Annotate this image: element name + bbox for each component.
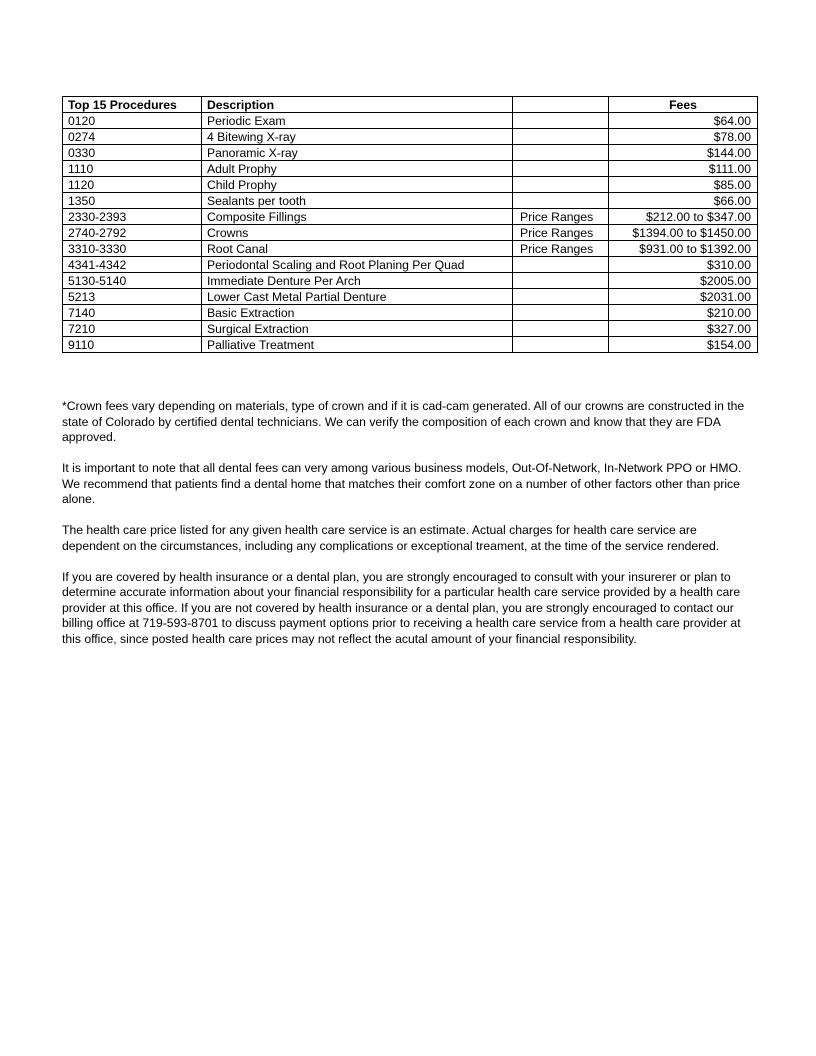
fee-cell: $66.00 — [609, 193, 758, 209]
price-range-cell — [513, 129, 609, 145]
procedure-code-cell: 9110 — [63, 337, 202, 353]
price-range-cell — [513, 193, 609, 209]
column-header-fees: Fees — [609, 97, 758, 113]
procedure-description-cell: Panoramic X-ray — [202, 145, 513, 161]
procedure-code-cell: 1110 — [63, 161, 202, 177]
fee-cell: $327.00 — [609, 321, 758, 337]
table-row — [63, 209, 758, 225]
table-row — [63, 177, 758, 193]
fee-cell: $310.00 — [609, 257, 758, 273]
table-header-row — [63, 97, 758, 113]
table-row — [63, 145, 758, 161]
procedure-description-cell: Surgical Extraction — [202, 321, 513, 337]
procedure-code-cell: 0120 — [63, 113, 202, 129]
table-body — [63, 113, 758, 353]
estimate-note: The health care price listed for any given health care service is an estimate. Actual charges for health care service are dependent on the circumstances, including any complications or exceptional treament, at the time of the service rendered. — [62, 523, 720, 553]
fee-cell: $111.00 — [609, 161, 758, 177]
procedure-description-cell: Child Prophy — [202, 177, 513, 193]
price-range-cell — [513, 337, 609, 353]
table-row — [63, 161, 758, 177]
column-header-range — [513, 97, 609, 113]
price-range-cell — [513, 321, 609, 337]
price-range-cell: Price Ranges — [513, 241, 609, 257]
price-range-cell: Price Ranges — [513, 209, 609, 225]
table-row — [63, 273, 758, 289]
fee-cell: $2031.00 — [609, 289, 758, 305]
procedure-description-cell: Sealants per tooth — [202, 193, 513, 209]
table-row — [63, 305, 758, 321]
fee-cell: $144.00 — [609, 145, 758, 161]
procedure-code-cell: 1120 — [63, 177, 202, 193]
fee-cell: $64.00 — [609, 113, 758, 129]
procedure-description-cell: Immediate Denture Per Arch — [202, 273, 513, 289]
table-row — [63, 225, 758, 241]
price-range-cell — [513, 177, 609, 193]
procedure-description-cell: Periodontal Scaling and Root Planing Per Quad — [202, 257, 513, 273]
price-range-cell — [513, 289, 609, 305]
insurance-note: If you are covered by health insurance or a dental plan, you are strongly encouraged to consult with your insurerer or plan to determine accurate information about your financial responsibility for a particular health care service provided by a health care provider at this office. If you are not covered by health insurance or a dental plan, you are strongly encouraged to contact our billing office at 719-593-8701 to discuss payment options prior to receiving a health care service from a health care provider at this office, since posted health care prices may not reflect the acutal amount of your financial responsibility. — [62, 569, 741, 646]
procedure-code-cell: 5130-5140 — [63, 273, 202, 289]
table-row — [63, 337, 758, 353]
fee-cell: $1394.00 to $1450.00 — [609, 225, 758, 241]
price-range-cell — [513, 145, 609, 161]
table-row — [63, 257, 758, 273]
procedure-description-cell: Composite Fillings — [202, 209, 513, 225]
fee-cell: $212.00 to $347.00 — [609, 209, 758, 225]
fee-cell: $210.00 — [609, 305, 758, 321]
procedure-code-cell: 7210 — [63, 321, 202, 337]
business-model-note: It is important to note that all dental fees can very among various business models, Out-Of-Network, In-Network PPO or HMO. We recommend that patients find a dental home that matches their comfort zone on a number of other factors other than price alone. — [62, 461, 742, 506]
price-range-cell — [513, 305, 609, 321]
fee-cell: $78.00 — [609, 129, 758, 145]
column-header-procedures: Top 15 Procedures — [63, 97, 202, 113]
procedure-description-cell: Adult Prophy — [202, 161, 513, 177]
crown-fee-note: *Crown fees vary depending on materials, type of crown and if it is cad-cam generated. All of our crowns are constructed in the state of Colorado by certified dental technicians. We can verify the composition of each crown and know that they are FDA approved. — [62, 399, 745, 444]
price-range-cell — [513, 161, 609, 177]
table-row — [63, 129, 758, 145]
procedure-description-cell: Root Canal — [202, 241, 513, 257]
table-row — [63, 113, 758, 129]
procedure-code-cell: 2330-2393 — [63, 209, 202, 225]
procedure-description-cell: Periodic Exam — [202, 113, 513, 129]
procedure-code-cell: 1350 — [63, 193, 202, 209]
fee-cell: $931.00 to $1392.00 — [609, 241, 758, 257]
table-row — [63, 289, 758, 305]
table-row — [63, 241, 758, 257]
procedure-description-cell: Crowns — [202, 225, 513, 241]
procedure-code-cell: 0330 — [63, 145, 202, 161]
procedure-description-cell: Palliative Treatment — [202, 337, 513, 353]
procedure-code-cell: 7140 — [63, 305, 202, 321]
column-header-description: Description — [202, 97, 513, 113]
fee-notes — [62, 399, 757, 663]
procedure-fee-table — [62, 96, 758, 353]
procedure-code-cell: 0274 — [63, 129, 202, 145]
fee-cell: $2005.00 — [609, 273, 758, 289]
table-row — [63, 193, 758, 209]
price-range-cell — [513, 257, 609, 273]
procedure-code-cell: 5213 — [63, 289, 202, 305]
fee-cell: $85.00 — [609, 177, 758, 193]
procedure-description-cell: 4 Bitewing X-ray — [202, 129, 513, 145]
price-range-cell — [513, 273, 609, 289]
procedure-code-cell: 3310-3330 — [63, 241, 202, 257]
price-range-cell — [513, 113, 609, 129]
procedure-code-cell: 2740-2792 — [63, 225, 202, 241]
table-row — [63, 321, 758, 337]
fee-cell: $154.00 — [609, 337, 758, 353]
procedure-description-cell: Lower Cast Metal Partial Denture — [202, 289, 513, 305]
procedure-code-cell: 4341-4342 — [63, 257, 202, 273]
procedure-description-cell: Basic Extraction — [202, 305, 513, 321]
price-range-cell: Price Ranges — [513, 225, 609, 241]
